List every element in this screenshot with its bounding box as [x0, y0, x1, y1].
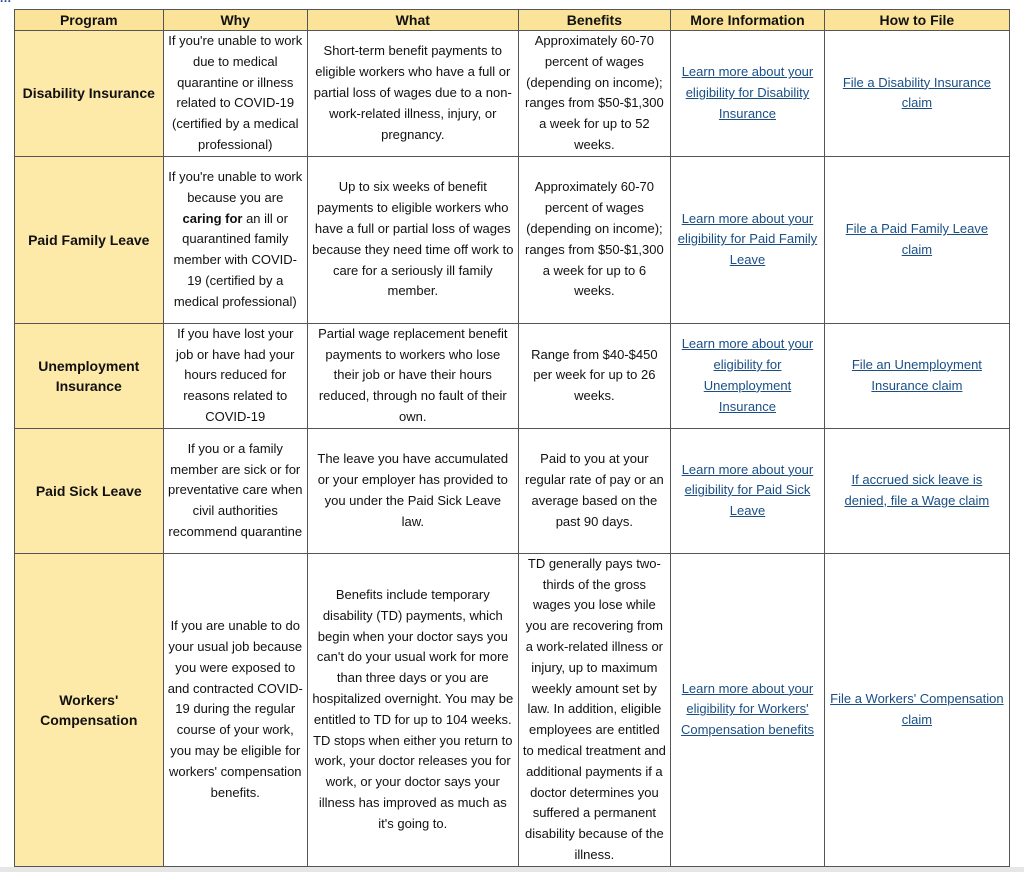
- header-more-information: More Information: [671, 10, 825, 31]
- program-cell: Disability Insurance: [15, 31, 164, 157]
- why-emphasis-caring-for: caring for: [182, 210, 243, 226]
- program-cell: Unemployment Insurance: [15, 323, 164, 428]
- page-fragment-text: [0, 0, 60, 5]
- what-cell: Short-term benefit payments to eligible workers who have a full or partial loss of wages due to a non-work-related illness, injury, or pregnancy.: [307, 31, 518, 157]
- table-row: [15, 553, 1010, 866]
- why-cell: If you or a family member are sick or for preventative care when civil authorities recommend quarantine: [163, 428, 307, 553]
- benefits-cell: Paid to you at your regular rate of pay or an average based on the past 90 days.: [518, 428, 671, 553]
- learn-more-paid-family-leave-link[interactable]: Learn more about your eligibility for Paid Family Leave: [677, 210, 818, 268]
- what-cell: Up to six weeks of benefit payments to eligible workers who have a full or partial loss of wages because they need time off work to care for a seriously ill family member.: [307, 156, 518, 323]
- table-row: [15, 323, 1010, 428]
- learn-more-workers-comp-link[interactable]: Learn more about your eligibility for Workers' Compensation benefits: [680, 680, 814, 738]
- how-to-file-cell: [824, 31, 1009, 157]
- more-info-cell: [671, 31, 825, 157]
- how-to-file-cell: [824, 553, 1009, 866]
- why-cell: If you have lost your job or have had your hours reduced for reasons related to COVID-19: [163, 323, 307, 428]
- program-cell: Paid Family Leave: [15, 156, 164, 323]
- what-cell: Benefits include temporary disability (TD) payments, which begin when your doctor says you can't do your usual work for more than three days or you are hospitalized overnight. You may be entitled to TD for up to 104 weeks. TD stops when either you return to work, your doctor releases you for work, or your doctor says your illness has improved as much as it's going to.: [307, 553, 518, 866]
- learn-more-disability-link[interactable]: Learn more about your eligibility for Disability Insurance: [681, 64, 814, 121]
- header-what: What: [307, 10, 518, 31]
- why-cell: If you are unable to do your usual job because you were exposed to and contracted COVID-19 during the regular course of your work, you may be eligible for workers' compensation benefits.: [163, 553, 307, 866]
- program-cell: Workers' Compensation: [15, 553, 164, 866]
- what-cell: The leave you have accumulated or your employer has provided to you under the Paid Sick Leave law.: [307, 428, 518, 553]
- file-unemployment-claim-link[interactable]: File an Unemployment Insurance claim: [851, 356, 982, 393]
- header-why: Why: [163, 10, 307, 31]
- why-cell: [163, 156, 307, 323]
- table-row: [15, 31, 1010, 157]
- why-text-end: an ill or quarantined family member with COVID-19 (certified by a medical professional): [173, 210, 298, 309]
- table-header-row: [15, 10, 1010, 31]
- benefits-cell: Range from $40-$450 per week for up to 26 weeks.: [518, 323, 671, 428]
- header-program: Program: [15, 10, 164, 31]
- file-disability-claim-link[interactable]: File a Disability Insurance claim: [842, 74, 991, 111]
- file-paid-family-leave-claim-link[interactable]: File a Paid Family Leave claim: [845, 220, 989, 257]
- how-to-file-cell: [824, 428, 1009, 553]
- covid-benefits-table: [14, 9, 1010, 867]
- table-row: [15, 428, 1010, 553]
- bottom-scroll-edge: [0, 867, 1024, 872]
- benefits-cell: TD generally pays two-thirds of the gross wages you lose while you are recovering from a work-related illness or injury, up to maximum weekly amount set by law. In addition, eligible employees are entitled to medical treatment and additional payments if a doctor determines you suffered a permanent disability because of the illness.: [518, 553, 671, 866]
- how-to-file-cell: [824, 156, 1009, 323]
- learn-more-unemployment-link[interactable]: Learn more about your eligibility for Unemployment Insurance: [681, 336, 814, 414]
- header-benefits: Benefits: [518, 10, 671, 31]
- table-row: [15, 156, 1010, 323]
- more-info-cell: [671, 323, 825, 428]
- benefits-cell: Approximately 60-70 percent of wages (depending on income); ranges from $50-$1,300 a week for up to 52 weeks.: [518, 31, 671, 157]
- header-how-to-file: How to File: [824, 10, 1009, 31]
- file-workers-comp-claim-link[interactable]: File a Workers' Compensation claim: [830, 690, 1004, 727]
- more-info-cell: [671, 428, 825, 553]
- what-cell: Partial wage replacement benefit payments to workers who lose their job or have their hours reduced, through no fault of their own.: [307, 323, 518, 428]
- how-to-file-cell: [824, 323, 1009, 428]
- file-wage-claim-link[interactable]: If accrued sick leave is denied, file a Wage claim: [844, 471, 990, 508]
- benefits-cell: Approximately 60-70 percent of wages (depending on income); ranges from $50-$1,300 a week for up to 6 weeks.: [518, 156, 671, 323]
- learn-more-paid-sick-leave-link[interactable]: Learn more about your eligibility for Paid Sick Leave: [681, 461, 814, 519]
- more-info-cell: [671, 156, 825, 323]
- more-info-cell: [671, 553, 825, 866]
- program-cell: Paid Sick Leave: [15, 428, 164, 553]
- why-text-start: If you're unable to work because you are: [168, 168, 303, 205]
- why-cell: If you're unable to work due to medical quarantine or illness related to COVID-19 (certified by a medical professional): [163, 31, 307, 157]
